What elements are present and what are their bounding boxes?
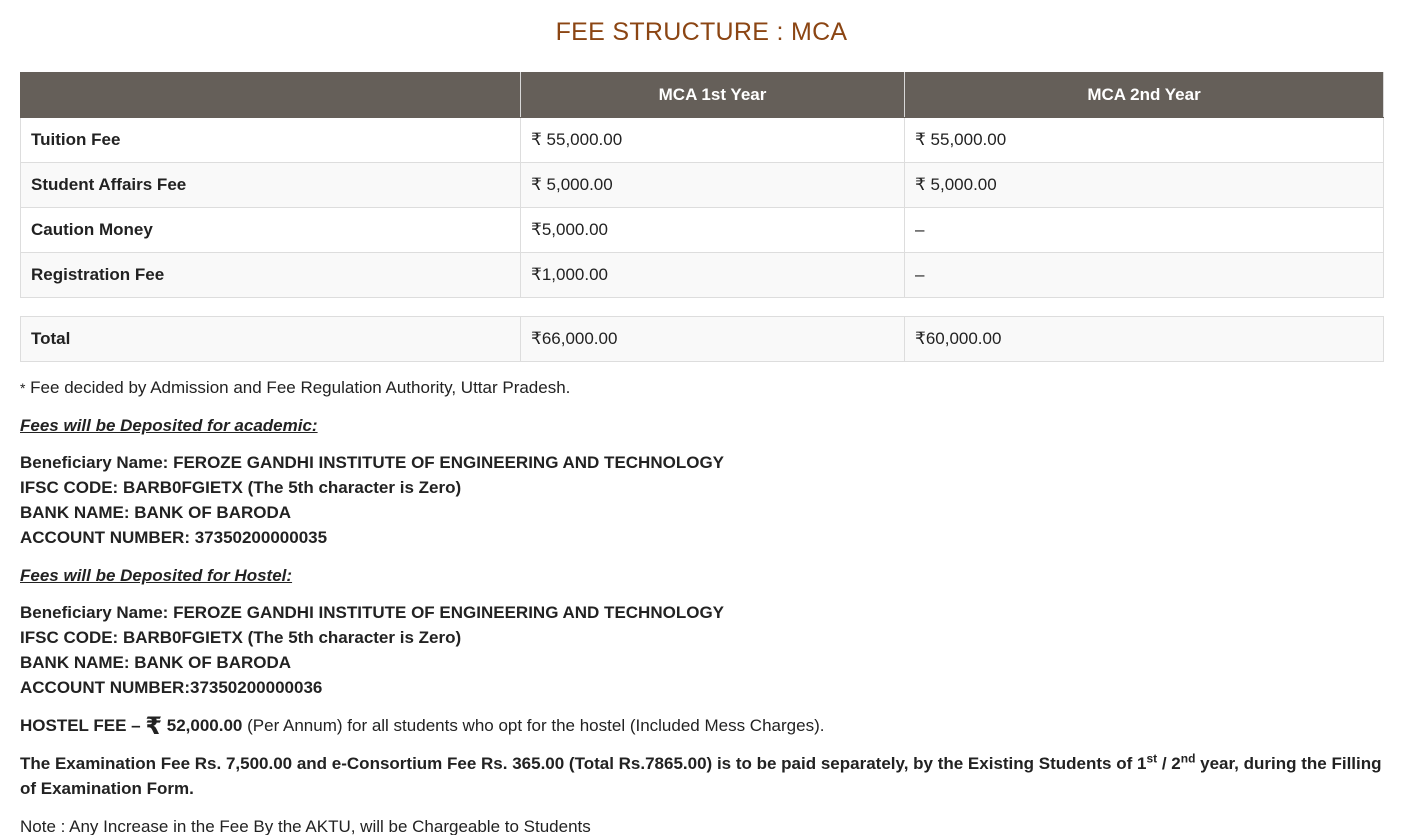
- exam-fee-note: [20, 751, 1385, 801]
- academic-bank-details: [20, 450, 1385, 550]
- total-table: [20, 316, 1384, 362]
- header-mca-2nd-year: MCA 2nd Year: [905, 73, 1384, 118]
- cell-year2: –: [905, 253, 1384, 298]
- cell-year2: –: [905, 208, 1384, 253]
- hostel-bank: BANK NAME: BANK OF BARODA: [20, 653, 292, 672]
- row-label-caution-money: Caution Money: [21, 208, 521, 253]
- table-row: [21, 118, 1384, 163]
- total-label: Total: [21, 317, 521, 362]
- table-row: [21, 163, 1384, 208]
- total-year2: ₹60,000.00: [905, 317, 1384, 362]
- authority-note: [20, 375, 1385, 401]
- academic-heading: [20, 413, 1385, 438]
- header-mca-1st-year: MCA 1st Year: [521, 73, 905, 118]
- hostel-bank-details: [20, 600, 1385, 700]
- total-row: [21, 317, 1384, 362]
- hostel-beneficiary: Beneficiary Name: FEROZE GANDHI INSTITUTE OF ENGINEERING AND TECHNOLOGY: [20, 603, 725, 622]
- exam-sup-nd: nd: [1180, 751, 1196, 766]
- table-header-row: [21, 73, 1384, 118]
- academic-account: ACCOUNT NUMBER: 37350200000035: [20, 528, 328, 547]
- row-label-student-affairs-fee: Student Affairs Fee: [21, 163, 521, 208]
- cell-year2: ₹ 55,000.00: [905, 118, 1384, 163]
- row-label-registration-fee: Registration Fee: [21, 253, 521, 298]
- exam-fee-text-1: The Examination Fee Rs. 7,500.00 and e-Consortium Fee Rs. 365.00 (Total Rs.7865.00) is to be paid separately, by the Existing Students of 1: [20, 754, 1147, 773]
- academic-beneficiary: Beneficiary Name: FEROZE GANDHI INSTITUTE OF ENGINEERING AND TECHNOLOGY: [20, 453, 725, 472]
- page-title: FEE STRUCTURE : MCA: [555, 18, 848, 46]
- rupee-icon: ₹: [145, 713, 163, 740]
- exam-fee-text-3: year, during the Filling of Examination Form.: [20, 754, 1382, 798]
- cell-year2: ₹ 5,000.00: [905, 163, 1384, 208]
- table-row: [21, 208, 1384, 253]
- fee-table: [20, 72, 1384, 298]
- academic-bank: BANK NAME: BANK OF BARODA: [20, 503, 292, 522]
- hostel-fee-line: [20, 713, 1385, 739]
- exam-sup-st: st: [1146, 751, 1158, 766]
- cell-year1: ₹1,000.00: [521, 253, 905, 298]
- hostel-ifsc: IFSC CODE: BARB0FGIETX (The 5th character is Zero): [20, 628, 462, 647]
- cell-year1: ₹ 55,000.00: [521, 118, 905, 163]
- hostel-account: ACCOUNT NUMBER:37350200000036: [20, 678, 323, 697]
- asterisk: *: [20, 380, 26, 396]
- table-row: [21, 253, 1384, 298]
- hostel-heading-text: Fees will be Deposited for Hostel:: [20, 566, 293, 585]
- row-label-tuition-fee: Tuition Fee: [21, 118, 521, 163]
- hostel-heading: [20, 563, 1385, 588]
- cell-year1: ₹ 5,000.00: [521, 163, 905, 208]
- total-year1: ₹66,000.00: [521, 317, 905, 362]
- aktu-note: Note : Any Increase in the Fee By the AKTU, will be Chargeable to Students: [20, 817, 591, 835]
- hostel-fee-amount: 52,000.00: [162, 716, 243, 735]
- authority-note-text: Fee decided by Admission and Fee Regulation Authority, Uttar Pradesh.: [25, 378, 571, 397]
- hostel-fee-label: HOSTEL FEE –: [20, 716, 146, 735]
- academic-ifsc: IFSC CODE: BARB0FGIETX (The 5th character is Zero): [20, 478, 462, 497]
- cell-year1: ₹5,000.00: [521, 208, 905, 253]
- academic-heading-text: Fees will be Deposited for academic:: [20, 416, 318, 435]
- header-empty: [21, 73, 521, 118]
- hostel-fee-rest: (Per Annum) for all students who opt for the hostel (Included Mess Charges).: [242, 716, 825, 735]
- exam-fee-text-2: / 2: [1157, 754, 1181, 773]
